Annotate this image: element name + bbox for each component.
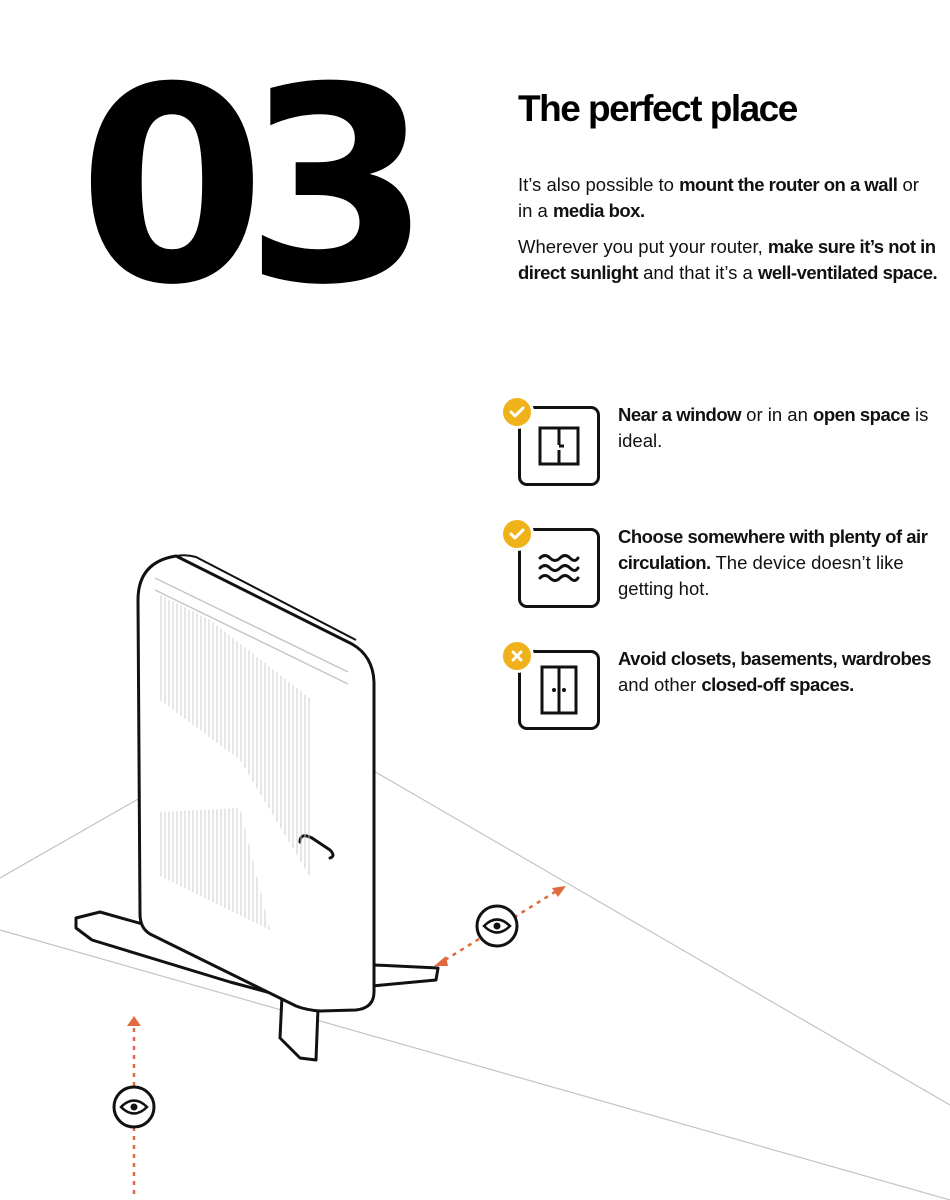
page-title: The perfect place xyxy=(518,88,797,129)
eye-marker-bottom xyxy=(114,1016,154,1198)
intro-paragraph-2: Wherever you put your router, make sure it’s not in direct sunlight and that it’s a well-ventilated space. xyxy=(518,236,938,283)
tip-text: Avoid closets, basements, wardrobes and other closed-off spaces. xyxy=(618,648,931,695)
eye-marker-right xyxy=(434,886,566,966)
tip-text: Near a window or in an open space is ideal. xyxy=(618,404,929,451)
tip-text: Choose somewhere with plenty of air circulation. The device doesn’t like getting hot. xyxy=(618,526,928,599)
step-number: 03 xyxy=(78,29,410,344)
intro-paragraph-1: It’s also possible to mount the router on a wall or in a media box. xyxy=(518,174,919,221)
